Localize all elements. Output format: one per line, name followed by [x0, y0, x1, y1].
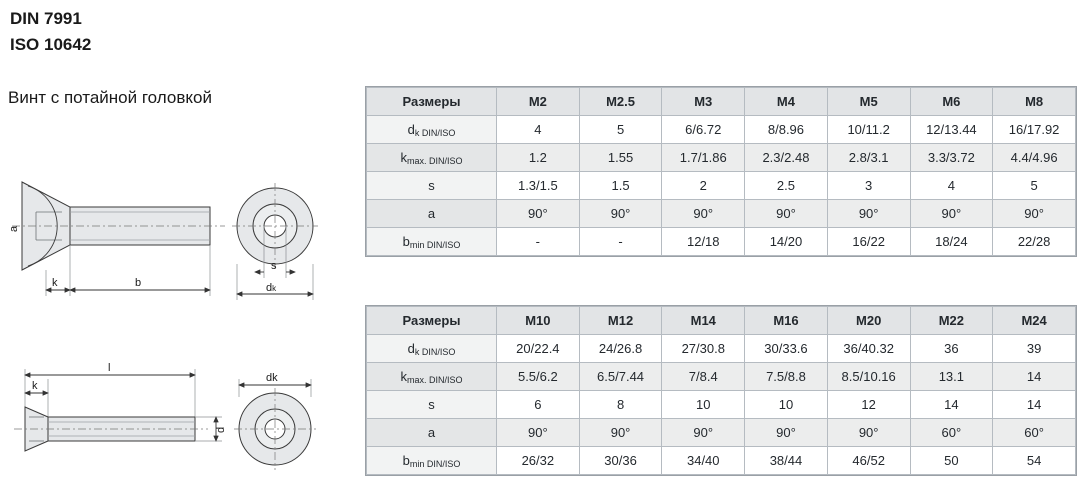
- table-cell: 12/18: [662, 228, 745, 256]
- table-cell: 22/28: [993, 228, 1076, 256]
- table-cell: 7.5/8.8: [745, 363, 828, 391]
- table-cell: 10: [745, 391, 828, 419]
- table-header-cell: M2: [497, 88, 580, 116]
- table-cell: 3.3/3.72: [910, 144, 993, 172]
- row-label: [367, 447, 497, 475]
- row-label-main: a: [427, 425, 436, 440]
- table-cell: 7/8.4: [662, 363, 745, 391]
- drawing-countersunk-screw-side-top: [0, 150, 350, 310]
- table-row: [367, 447, 1076, 475]
- table-cell: 8.5/10.16: [827, 363, 910, 391]
- row-label-main: d: [407, 122, 415, 137]
- table-cell: 5: [579, 116, 662, 144]
- row-label: [367, 419, 497, 447]
- table-cell: 12/13.44: [910, 116, 993, 144]
- table-cell: 90°: [662, 200, 745, 228]
- row-label-main: d: [407, 341, 415, 356]
- table-cell: 6.5/7.44: [579, 363, 662, 391]
- table-row: [367, 228, 1076, 256]
- row-label: [367, 228, 497, 256]
- table-header-cell: M10: [497, 307, 580, 335]
- table-cell: 4: [910, 172, 993, 200]
- table-cell: 90°: [579, 419, 662, 447]
- table-row: [367, 419, 1076, 447]
- table-header-cell: M14: [662, 307, 745, 335]
- standard-iso: ISO 10642: [10, 35, 92, 54]
- table-header-cell: M3: [662, 88, 745, 116]
- table-cell: 30/36: [579, 447, 662, 475]
- table-cell: 90°: [745, 200, 828, 228]
- label-b-top: b: [135, 277, 142, 289]
- product-description: Винт с потайной головкой: [8, 88, 212, 107]
- row-label-main: s: [428, 178, 435, 193]
- label-d-bottom: d: [215, 426, 227, 433]
- label-k-bottom: k: [32, 380, 38, 392]
- row-label-main: k: [400, 369, 407, 384]
- table-header-row: [367, 88, 1076, 116]
- table-cell: 5: [993, 172, 1076, 200]
- spec-table-metric-large: [366, 306, 1076, 475]
- table-row: [367, 391, 1076, 419]
- table-cell: 13.1: [910, 363, 993, 391]
- table-cell: 90°: [827, 419, 910, 447]
- label-a-top: a: [8, 225, 20, 232]
- table-cell: 90°: [497, 419, 580, 447]
- table-header-cell: M5: [827, 88, 910, 116]
- table-header-cell: M24: [993, 307, 1076, 335]
- table-cell: 6/6.72: [662, 116, 745, 144]
- spec-table-metric-small: [366, 87, 1076, 256]
- table-cell: 18/24: [910, 228, 993, 256]
- row-label: [367, 144, 497, 172]
- standard-titles: [10, 6, 91, 58]
- row-label-main: k: [400, 150, 407, 165]
- table-cell: 4.4/4.96: [993, 144, 1076, 172]
- table-header-cell: M8: [993, 88, 1076, 116]
- table-cell: 34/40: [662, 447, 745, 475]
- table-header-cell: M20: [827, 307, 910, 335]
- table-cell: 4: [497, 116, 580, 144]
- row-label-sub: k DIN/ISO: [414, 128, 456, 138]
- table-cell: 2.8/3.1: [827, 144, 910, 172]
- table-cell: 90°: [910, 200, 993, 228]
- row-label-main: s: [428, 397, 435, 412]
- table-cell: 1.3/1.5: [497, 172, 580, 200]
- row-label-sub: max. DIN/ISO: [406, 156, 463, 166]
- table-row: [367, 144, 1076, 172]
- table-cell: 90°: [745, 419, 828, 447]
- table-header-cell: M6: [910, 88, 993, 116]
- standard-din: DIN 7991: [10, 9, 82, 28]
- table-cell: 20/22.4: [497, 335, 580, 363]
- table-cell: 10/11.2: [827, 116, 910, 144]
- table-header-cell: M12: [579, 307, 662, 335]
- table-row: [367, 116, 1076, 144]
- row-label-sub: min DIN/ISO: [409, 240, 461, 250]
- table-cell: 90°: [497, 200, 580, 228]
- table-cell: 10: [662, 391, 745, 419]
- spec-table-metric-small-container: [365, 86, 1077, 257]
- table-row: [367, 200, 1076, 228]
- table-cell: 3: [827, 172, 910, 200]
- row-label: [367, 200, 497, 228]
- table-cell: 14/20: [745, 228, 828, 256]
- table-cell: 36/40.32: [827, 335, 910, 363]
- row-label-sub: min DIN/ISO: [409, 459, 461, 469]
- table-cell: 90°: [662, 419, 745, 447]
- table-cell: 8: [579, 391, 662, 419]
- table-cell: 90°: [579, 200, 662, 228]
- row-label: [367, 391, 497, 419]
- table-cell: 2: [662, 172, 745, 200]
- row-label: [367, 363, 497, 391]
- row-label-sub: k DIN/ISO: [414, 347, 456, 357]
- table-cell: 1.7/1.86: [662, 144, 745, 172]
- table-cell: 1.5: [579, 172, 662, 200]
- row-label-sub: max. DIN/ISO: [406, 375, 463, 385]
- label-k-top: k: [52, 277, 58, 289]
- table-cell: 14: [910, 391, 993, 419]
- table-header-cell: M22: [910, 307, 993, 335]
- table-header-row: [367, 307, 1076, 335]
- table-row: [367, 363, 1076, 391]
- table-cell: -: [497, 228, 580, 256]
- table-cell: 36: [910, 335, 993, 363]
- table-header-cell: M16: [745, 307, 828, 335]
- table-cell: 16/22: [827, 228, 910, 256]
- table-header-cell: Размеры: [367, 88, 497, 116]
- table-cell: 1.55: [579, 144, 662, 172]
- table-cell: 30/33.6: [745, 335, 828, 363]
- table-cell: 26/32: [497, 447, 580, 475]
- table-cell: 38/44: [745, 447, 828, 475]
- row-label: [367, 172, 497, 200]
- table-header-cell: M2.5: [579, 88, 662, 116]
- table-cell: 60°: [910, 419, 993, 447]
- table-cell: 12: [827, 391, 910, 419]
- table-cell: 8/8.96: [745, 116, 828, 144]
- table-row: [367, 172, 1076, 200]
- table-cell: 90°: [993, 200, 1076, 228]
- row-label: [367, 335, 497, 363]
- table-cell: 24/26.8: [579, 335, 662, 363]
- drawing-countersunk-screw-side-bottom: [0, 345, 350, 495]
- table-row: [367, 335, 1076, 363]
- row-label-main: b: [402, 234, 410, 249]
- table-cell: -: [579, 228, 662, 256]
- table-cell: 90°: [827, 200, 910, 228]
- table-header-cell: Размеры: [367, 307, 497, 335]
- table-cell: 14: [993, 363, 1076, 391]
- table-cell: 39: [993, 335, 1076, 363]
- table-cell: 5.5/6.2: [497, 363, 580, 391]
- label-l-bottom: l: [108, 362, 111, 374]
- spec-table-metric-large-container: [365, 305, 1077, 476]
- table-cell: 27/30.8: [662, 335, 745, 363]
- table-cell: 46/52: [827, 447, 910, 475]
- label-s-top: s: [271, 260, 277, 272]
- table-cell: 2.5: [745, 172, 828, 200]
- table-cell: 60°: [993, 419, 1076, 447]
- table-cell: 16/17.92: [993, 116, 1076, 144]
- table-cell: 14: [993, 391, 1076, 419]
- label-dk-bottom: dk: [266, 372, 278, 384]
- label-dk-top: dk: [266, 282, 277, 294]
- row-label: [367, 116, 497, 144]
- drawing-top-svg: [0, 150, 350, 310]
- table-cell: 50: [910, 447, 993, 475]
- table-header-cell: M4: [745, 88, 828, 116]
- table-cell: 1.2: [497, 144, 580, 172]
- row-label-main: a: [427, 206, 436, 221]
- table-cell: 54: [993, 447, 1076, 475]
- table-cell: 2.3/2.48: [745, 144, 828, 172]
- drawing-bottom-svg: [0, 345, 350, 495]
- table-cell: 6: [497, 391, 580, 419]
- row-label-main: b: [402, 453, 410, 468]
